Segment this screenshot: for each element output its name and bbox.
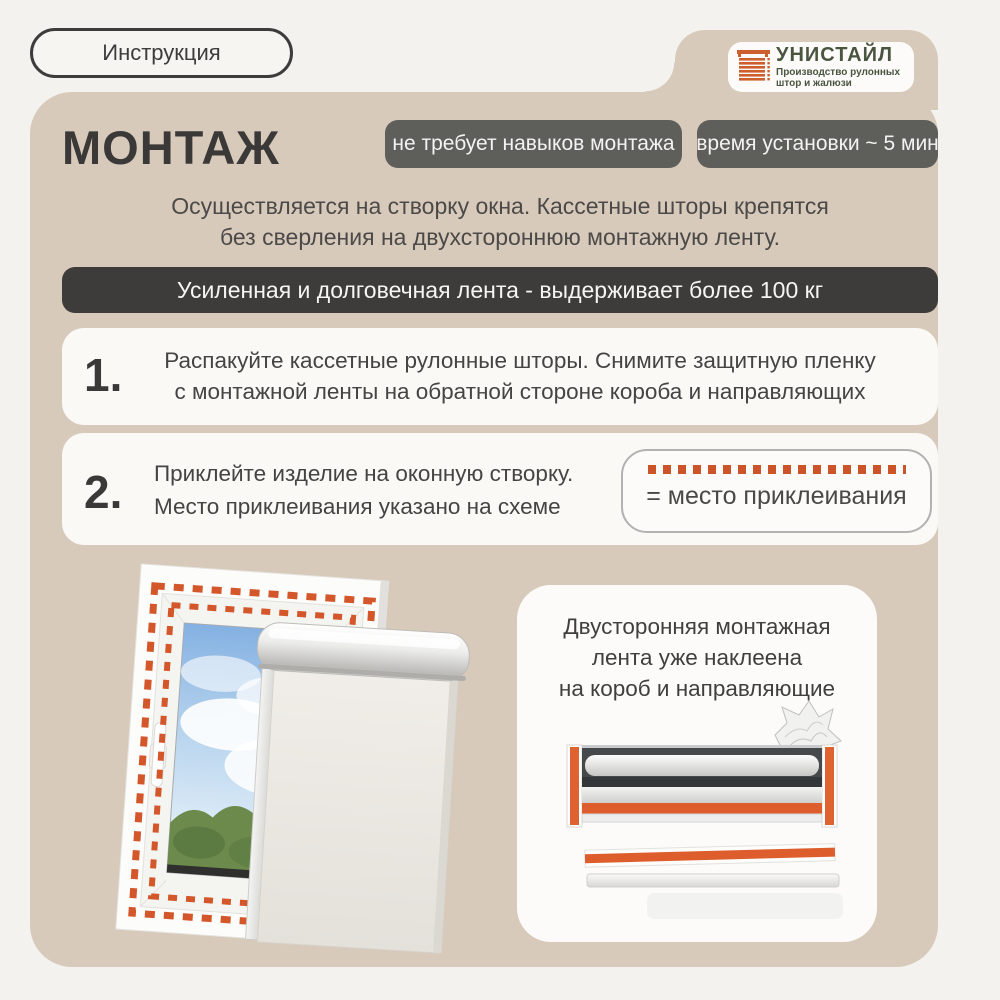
step1-line2: с монтажной ленты на обратной стороне короба и направляющих	[174, 379, 866, 404]
note-line3: на короб и направляющие	[558, 676, 836, 701]
tape-legend-label: = место приклеивания	[646, 482, 907, 510]
highlight-bar	[62, 267, 938, 313]
feature-badge-time	[697, 120, 938, 168]
page-title: МОНТАЖ	[62, 121, 280, 174]
highlight-bar-text: Усиленная и долговечная лента - выдерживает более 100 кг	[176, 276, 824, 303]
brand-tagline-line1: Производство рулонных	[776, 66, 901, 78]
panel-tab-fillet	[645, 62, 675, 92]
step-text	[132, 345, 908, 407]
intro-line1: Осуществляется на створку окна. Кассетные шторы крепятся	[171, 193, 829, 219]
instruction-pill-label: Инструкция	[102, 40, 221, 65]
step-number: 2.	[84, 466, 123, 518]
instruction-pill[interactable]	[30, 28, 293, 78]
note-card	[517, 585, 877, 942]
step1-line1: Распакуйте кассетные рулонные шторы. Снимите защитную пленку	[164, 348, 876, 373]
brand-logo	[728, 42, 914, 92]
step2-line1: Приклейте изделие на оконную створку.	[154, 461, 574, 486]
adhesive-tape-dashes-icon	[648, 465, 906, 474]
intro-line2: без сверления на двухстороннюю монтажную ленту.	[219, 224, 781, 250]
tape-legend-box	[621, 449, 932, 533]
step-card-1	[62, 328, 938, 425]
intro-text	[100, 191, 900, 253]
feature-badge-label: время установки ~ 5 мин	[696, 132, 939, 155]
step-card-2	[62, 433, 938, 545]
step-number: 1.	[84, 349, 123, 401]
note-text	[517, 611, 877, 704]
cassette-tape-illustration	[537, 697, 857, 932]
note-line1: Двусторонняя монтажная	[563, 614, 831, 639]
window-installation-illustration	[108, 558, 508, 958]
brand-tagline-line2: штор и жалюзи	[776, 78, 852, 89]
brand-name: УНИСТАЙЛ	[776, 43, 894, 66]
step-text	[154, 457, 573, 523]
feature-badge-label: не требует навыков монтажа	[392, 132, 675, 155]
feature-badge-no-skills	[385, 120, 682, 168]
note-line2: лента уже наклеена	[591, 645, 803, 670]
blinds-logo-icon	[736, 47, 772, 87]
step2-line2: Место приклеивания указано на схеме	[154, 494, 561, 519]
